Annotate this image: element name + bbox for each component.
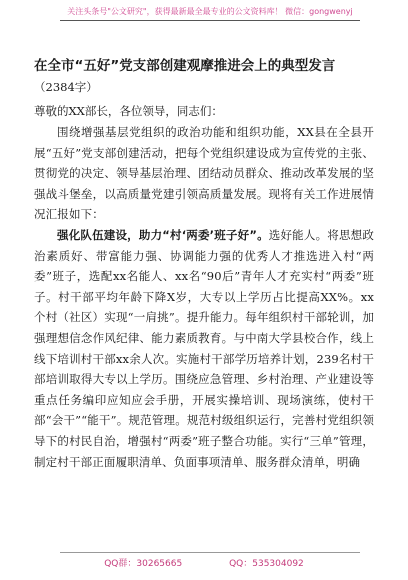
header-divider	[60, 20, 360, 21]
document-title: 在全市“五好”党支部创建观摩推进会上的典型发言	[34, 58, 336, 74]
footer	[0, 556, 408, 569]
paragraph-team-building	[34, 225, 374, 472]
header-banner: 关注头条号"公文研究"，获得最新最全最专业的公文资料库！ 微信：gongwenyj	[67, 7, 353, 16]
footer-qq: QQ：535304092	[229, 559, 304, 569]
paragraph-intro: 围绕增强基层党组织的政治功能和组织功能，XX县在全县开展“五好”党支部创建活动，把每个党组织建设成为宣传党的主张、贯彻党的决定、领导基层治理、团结动员群众、推动改革发展的坚强战斗堡垒，以高质量党建引领高质量发展。现将有关工作进展情况汇报如下：	[34, 125, 374, 222]
word-count: （2384字）	[34, 80, 98, 94]
paragraph-heading: 强化队伍建设，助力“村‘两委’班子好”。	[57, 227, 269, 242]
footer-divider	[60, 552, 360, 553]
salutation: 尊敬的XX部长，各位领导，同志们：	[34, 104, 223, 118]
footer-qq-group: QQ群：30265665	[104, 559, 183, 569]
document-body	[34, 55, 374, 472]
paragraph-body: 选好能人。将思想政治素质好、带富能力强、协调能力强的优秀人才推选进入村“两委”班子，选配xx名能人、xx名“90后”青年人才充实村“两委”班子。村干部平均年龄下降X岁，大专以上学历占比提高XX%。xx个村（社区）实现“一肩挑”。提升能力。每年组织村干部轮训，加强理想信念作风纪律、能力素质教育。与中南大学县校合作，线上线下培训村干部xx余人次。实施村干部学历培养计划，239名村干部培训取得大专以上学历。围绕应急管理、乡村治理、产业建设等重点任务编印应知应会手册，开展实操培训、现场演练，使村干部“会干”“能干”。规范管理。规范村级组织运行，完善村党组织领导下的村民自治，增强村“两委”班子整合功能。实行“三单”管理，制定村干部正面履职清单、负面事项清单、服务群众清单，明确	[34, 227, 374, 469]
